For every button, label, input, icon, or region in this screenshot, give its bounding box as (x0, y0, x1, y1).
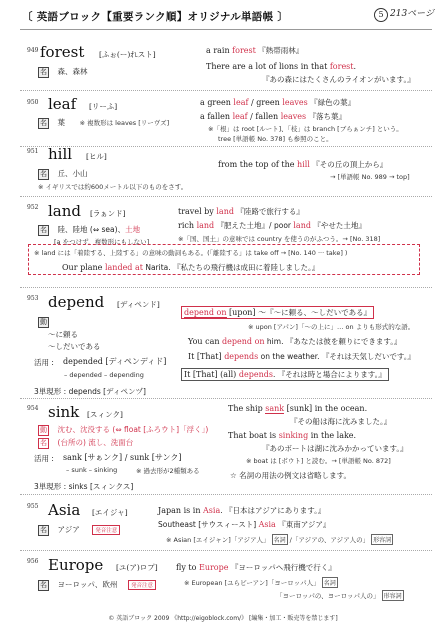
highlight: forest (232, 46, 256, 55)
example: Our plane landed at Narita. 『私たちの飛行機は成田に着陸しました。』 (62, 263, 320, 272)
pos-noun-badge: 名 (40, 581, 47, 589)
meaning: アジア (57, 525, 80, 534)
headword: land (48, 202, 82, 220)
note: ※ boat は [ボウト] と読む。→ [単語帳 No. 872] (246, 457, 391, 465)
meaning-row (38, 424, 208, 436)
conjugation-label: 活用 : (34, 358, 54, 367)
example: a fallen leaf / fallen leaves 『落ち葉』 (200, 112, 346, 121)
meaning: 丘、小山 (57, 169, 88, 178)
example: There are a lot of lions in that forest. (206, 62, 357, 71)
meaning: 沈む、沈没する (⇔ float [ふろウト]「浮く」) (57, 425, 209, 434)
example: from the top of the hill 『その丘の頂上から』 (218, 160, 388, 169)
example: You can depend on him. 『あなたは彼を頼りにできます。』 (188, 337, 402, 346)
pronunciation: [スィンク] (87, 410, 123, 419)
pronunciation-warning-tag: 発音注意 (92, 525, 120, 535)
example: travel by land 『陸路で旅行する』 (178, 207, 304, 216)
example-translation: 『あのボートは湖に沈みかかっています。』 (262, 444, 408, 453)
pos-noun-badge: 名 (40, 526, 47, 534)
headword: forest (40, 43, 85, 61)
example: a rain forest 『熱帯雨林』 (206, 46, 304, 55)
pos-noun-badge: 名 (40, 439, 47, 447)
page-number: 213ページ (390, 9, 434, 19)
entry-number: 951 (27, 148, 39, 155)
pos-noun-badge: 名 (40, 226, 47, 234)
meaning: ヨーロッパ、欧州 (57, 580, 118, 589)
example: fly to Europe 『ヨーロッパへ飛行機で行く』 (176, 563, 336, 572)
page-title: 〔 英語ブロック【重要ランク順】オリジナル単語帳 〕 (22, 11, 289, 23)
idiom-box: depend on [upon] 〜『〜に頼る、〜しだいである』 (181, 306, 374, 319)
note: ※「根」は root [ルート]、「枝」は branch [ブらぁンチ] という。 (208, 125, 403, 133)
idiom-box: It [That] (all) depends. 『それは時と場合によります。』 (181, 368, 389, 381)
meaning: 森、森林 (57, 67, 88, 76)
note: ※ イギリスでは約600メートル以下のものをさす。 (38, 183, 188, 191)
entry-divider (20, 550, 432, 551)
note: ※「国、国土」の意味では country を使うのがふつう。→ [No. 318] (178, 235, 381, 243)
pos-noun-badge: 名 (40, 68, 47, 76)
example: a green leaf / green leaves 『緑色の葉』 (200, 98, 356, 107)
highlight: forest (329, 62, 354, 71)
entry-divider (20, 196, 432, 197)
meaning: 〜に頼る (48, 330, 78, 339)
pronunciation: [エイジャ] (92, 508, 128, 517)
example: The ship sank [sunk] in the ocean. (228, 404, 368, 413)
third-person-form: 3単現形 : sinks [スィンクス] (34, 482, 134, 491)
meaning-row (38, 66, 88, 78)
pronunciation-warning-tag: 発音注意 (128, 580, 156, 590)
pos-verb-badge: 動 (40, 318, 47, 326)
third-person-form: 3単現形 : depends [ディペンヅ] (34, 387, 146, 396)
headword: sink (48, 403, 80, 421)
note: ※ 過去形が2種類ある (136, 467, 200, 475)
entry-divider (20, 90, 432, 91)
example-translation: 『あの森にはたくさんのライオンがいます。』 (262, 75, 415, 84)
note: ※ upon [アパン]「〜の上に」… on よりも形式的な語。 (248, 323, 415, 331)
meaning-row (38, 117, 169, 129)
meaning: 葉 (57, 118, 66, 127)
headword: hill (48, 145, 73, 163)
conjugation: – sunk – sinking (66, 466, 118, 474)
conjugation: depended [ディペンディド] (63, 357, 167, 366)
conjugation: – depended – depending (64, 371, 144, 379)
meaning: (台所の) 流し、洗面台 (57, 438, 134, 447)
meaning: 〜しだいである (48, 342, 101, 351)
note: ※ European [ユらピーアン]「ヨーロッパ人」 名詞 (184, 579, 336, 587)
meaning-row (38, 168, 88, 180)
example: It [That] depends on the weather. 『それは天気しだいです。』 (188, 352, 416, 361)
example: Japan is in Asia. 『日本はアジアにあります。』 (158, 506, 326, 515)
entry-number: 953 (27, 295, 39, 302)
pronunciation: [ラぁンド] (90, 209, 126, 218)
example: Southeast [サウスィースト] Asia 『東南アジア』 (158, 520, 331, 529)
meaning-row (38, 317, 49, 328)
entry-number: 954 (27, 405, 39, 412)
example: That boat is sinking in the lake. (228, 431, 357, 440)
entry-number: 955 (27, 503, 39, 510)
footer-copyright: © 英語ブロック 2009 《http://eigoblock.com/》 [編集・加工・販売等を禁じます] (108, 615, 338, 622)
note: ※ Asian [エイジャン]「アジア人」 名詞 /「アジアの、アジア人の」 形容詞 (166, 536, 392, 544)
pronunciation: [ヒル] (86, 152, 107, 161)
entry-divider (20, 146, 432, 147)
entry-number: 952 (27, 204, 39, 211)
meaning-row (38, 579, 156, 591)
meaning-row (38, 524, 120, 536)
example: rich land 『肥えた土地』/ poor land 『やせた土地』 (178, 221, 366, 230)
pos-verb-badge: 動 (40, 426, 47, 434)
headword: depend (48, 293, 105, 311)
pos-noun-badge: 名 (40, 170, 47, 178)
conjugation: sank [サぁンク] / sunk [サンク] (63, 453, 182, 462)
example-translation: 『その船は海に沈みました。』 (290, 417, 392, 426)
pronunciation: [ふぉ(ー)れスト] (99, 50, 156, 59)
meaning-note: [a をつけず、複数形にもしない] (54, 238, 150, 246)
entry-divider (20, 287, 432, 288)
pronunciation: [リーふ] (89, 102, 118, 111)
note: ※ land には「着陸する、上陸する」の意味の動詞もある。(「離陸する」は take off → [No. 140 ··· take] ) (34, 249, 348, 257)
entry-divider (20, 494, 432, 495)
headword: Asia (48, 501, 81, 519)
entry-number: 956 (27, 558, 39, 565)
conjugation-label: 活用 : (34, 454, 54, 463)
note: tree [単語帳 No. 378] も参照のこと。 (218, 135, 333, 143)
pronunciation: [ユ(ア)ロプ] (116, 563, 158, 572)
entry-number: 950 (27, 99, 39, 106)
meaning-row: 名 陸、陸地 (⇔ sea)、土地 (40, 225, 141, 234)
pos-noun-badge: 名 (40, 119, 47, 127)
pronunciation: [ディペンド] (117, 300, 160, 309)
note: ☆ 名詞の用法の例文は省略します。 (230, 471, 352, 480)
section-circle-badge: 5 (374, 8, 388, 22)
note: 「ヨーロッパの、ヨーロッパ人の」 形容詞 (276, 592, 402, 600)
header-rule (20, 29, 432, 30)
headword: Europe (48, 556, 104, 574)
cross-reference: → [単語帳 No. 989 → top] (330, 173, 410, 181)
meaning-row (38, 437, 133, 449)
headword: leaf (48, 95, 77, 113)
entry-divider (20, 398, 432, 399)
entry-number: 949 (27, 47, 39, 54)
note: ※ 複数形は leaves [リーヴズ] (79, 119, 170, 127)
